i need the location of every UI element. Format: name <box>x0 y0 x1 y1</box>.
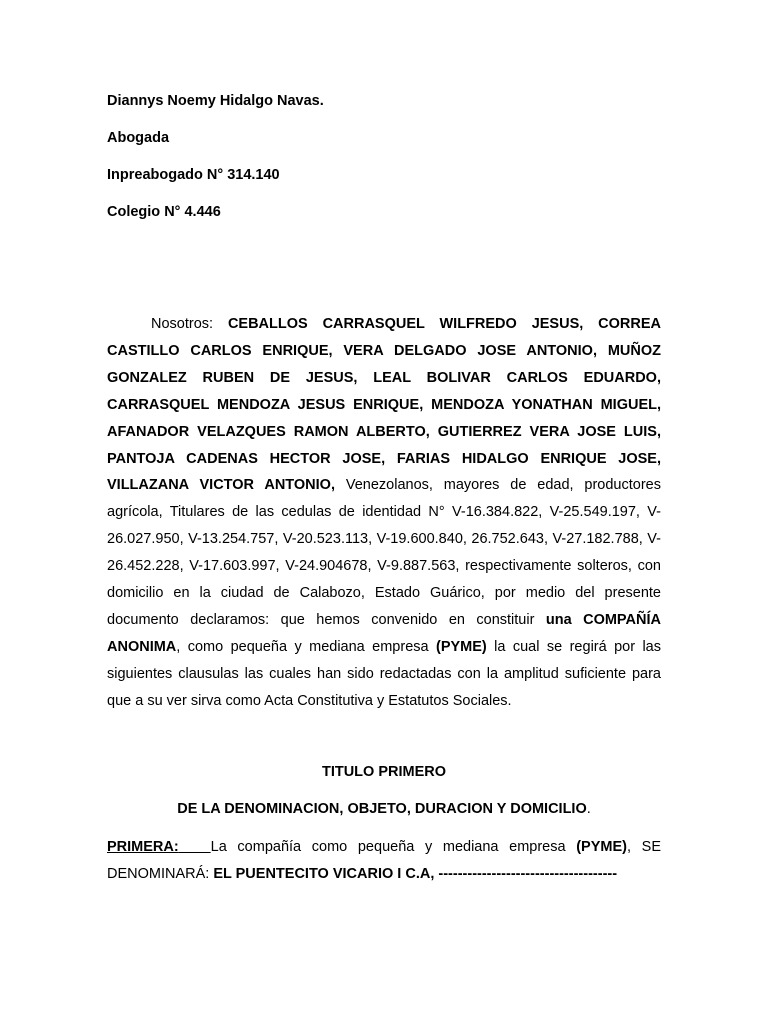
author-profession: Abogada <box>107 130 170 146</box>
clause-label <box>107 839 211 855</box>
intro-lead: Nosotros: <box>151 316 228 332</box>
section-subtitle <box>107 800 661 818</box>
intro-paragraph <box>107 311 661 715</box>
company-name: EL PUENTECITO VICARIO I C.A, ------------------------------------- <box>213 865 618 882</box>
intro-text-3: la cual se regirá por las siguientes clausulas las cuales han sido redactadas con la amplitud suficiente para que a su ver sirva como Acta Constitutiva y Estatutos Sociales. <box>107 638 661 709</box>
clause-label-spacer <box>179 839 211 855</box>
clause-pyme: (PYME) <box>576 839 627 855</box>
intro-text-2: , como pequeña y mediana empresa <box>176 638 436 655</box>
section-subtitle-period: . <box>586 801 591 817</box>
colegio-number: Colegio N° 4.446 <box>107 204 221 220</box>
clause-label-text: PRIMERA: <box>107 839 179 855</box>
inpreabogado-number: Inpreabogado N° 314.140 <box>107 167 280 183</box>
clause-text-2: , SE DENOMINARÁ: <box>107 839 661 882</box>
intro-text-1: Venezolanos, mayores de edad, productores agrícola, Titulares de las cedulas de identidad N° V-16.384.822, V-25.549.197, V-26.027.950, V-13.254.757, V-20.523.113, V-19.600.840, 26.752.643, V-27.182.788, V-26.452.228, V-17.603.997, V-24.904678, V-9.887.563, respectivamente solteros, con domicilio en la ciudad de Calabozo, Estado Guárico, por medio del presente documento declaramos: que hemos convenido en constituir <box>107 477 661 628</box>
company-type: una COMPAÑÍA ANONIMA <box>107 611 661 655</box>
pyme-label: (PYME) <box>436 638 487 655</box>
clause-primera <box>107 834 661 888</box>
section-subtitle-text: DE LA DENOMINACION, OBJETO, DURACION Y DOMICILIO <box>177 801 587 817</box>
clause-text-1: La compañía como pequeña y mediana empresa <box>210 839 577 855</box>
author-name: Diannys Noemy Hidalgo Navas. <box>107 93 324 109</box>
section-title: TITULO PRIMERO <box>321 764 447 780</box>
partner-names: CEBALLOS CARRASQUEL WILFREDO JESUS, CORREA CASTILLO CARLOS ENRIQUE, VERA DELGADO JOSE ANTONIO, MUÑOZ GONZALEZ RUBEN DE JESUS, LEAL BOLIVAR CARLOS EDUARDO, CARRASQUEL MENDOZA JESUS ENRIQUE, MENDOZA YONATHAN MIGUEL, AFANADOR VELAZQUES RAMON ALBERTO, GUTIERREZ VERA JOSE LUIS, PANTOJA CADENAS HECTOR JOSE, FARIAS HIDALGO ENRIQUE JOSE, VILLAZANA VICTOR ANTONIO, <box>107 316 661 494</box>
